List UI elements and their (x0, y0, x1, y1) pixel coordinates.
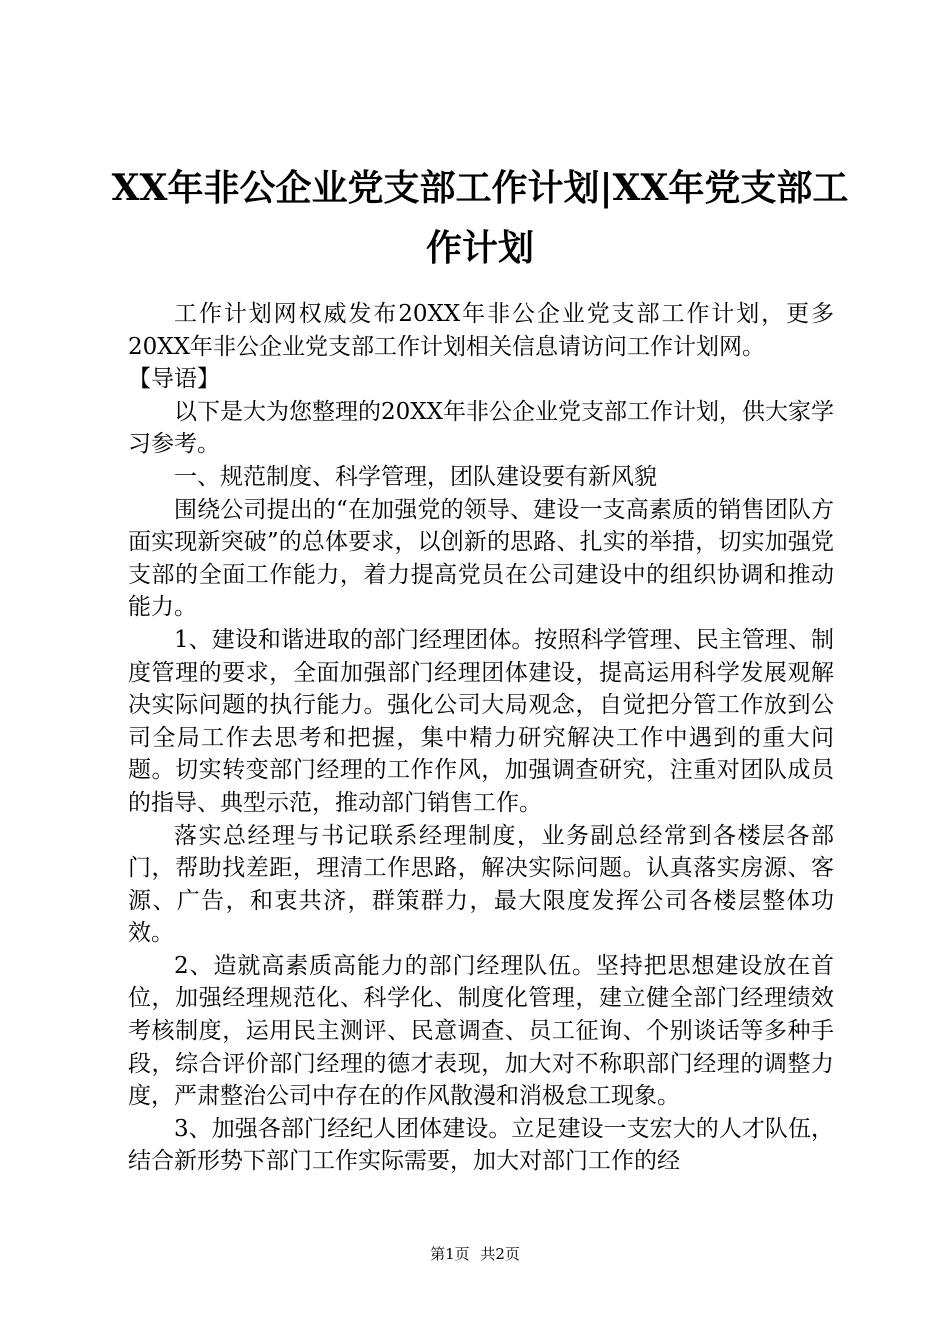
body-paragraph: 2、造就高素质高能力的部门经理队伍。坚持把思想建设放在首位，加强经理规范化、科学化、制度化管理，建立健全部门经理绩效考核制度，运用民主测评、民意调查、员工征询、个别谈话等多种手段，综合评价部门经理的德才表现，加大对不称职部门经理的调整力度，严肃整治公司中存在的作风散漫和消极怠工现象。 (128, 952, 834, 1110)
page-footer (0, 1244, 950, 1264)
body-paragraph: 围绕公司提出的“在加强党的领导、建设一支高素质的销售团队方面实现新突破”的总体要求，以创新的思路、扎实的举措，切实加强党支部的全面工作能力，着力提高党员在公司建设中的组织协调和推动能力。 (128, 496, 834, 621)
guide-heading: 【导语】 (128, 366, 220, 393)
page-count: 共2页 (480, 1245, 520, 1263)
body-paragraph: 3、加强各部门经纪人团体建设。立足建设一支宏大的人才队伍，结合新形势下部门工作实际需要，加大对部门工作的经 (128, 1115, 834, 1175)
guide-paragraph: 以下是大为您整理的20XX年非公企业党支部工作计划，供大家学习参考。 (128, 398, 835, 458)
page-number: 第1页 (430, 1245, 470, 1263)
section-heading-1: 一、规范制度、科学管理，团队建设要有新风貌 (174, 463, 657, 490)
intro-paragraph: 工作计划网权威发布20XX年非公企业党支部工作计划，更多20XX年非公企业党支部工作计划相关信息请访问工作计划网。 (128, 301, 834, 360)
body-paragraph: 落实总经理与书记联系经理制度，业务副总经常到各楼层各部门，帮助找差距，理清工作思路，解决实际问题。认真落实房源、客源、广告，和衷共济，群策群力，最大限度发挥公司各楼层整体功效。 (128, 822, 834, 947)
body-paragraph: 1、建设和谐进取的部门经理团体。按照科学管理、民主管理、制度管理的要求，全面加强部门经理团体建设，提高运用科学发展观解决实际问题的执行能力。强化公司大局观念，自觉把分管工作放到公司全局工作去思考和把握，集中精力研究解决工作中遇到的重大问题。切实转变部门经理的工作作风，加强调查研究，注重对团队成员的指导、典型示范，推动部门销售工作。 (128, 626, 834, 816)
document-title: XX年非公企业党支部工作计划|XX年党支部工作计划 (111, 167, 849, 269)
document-body (128, 298, 834, 1178)
